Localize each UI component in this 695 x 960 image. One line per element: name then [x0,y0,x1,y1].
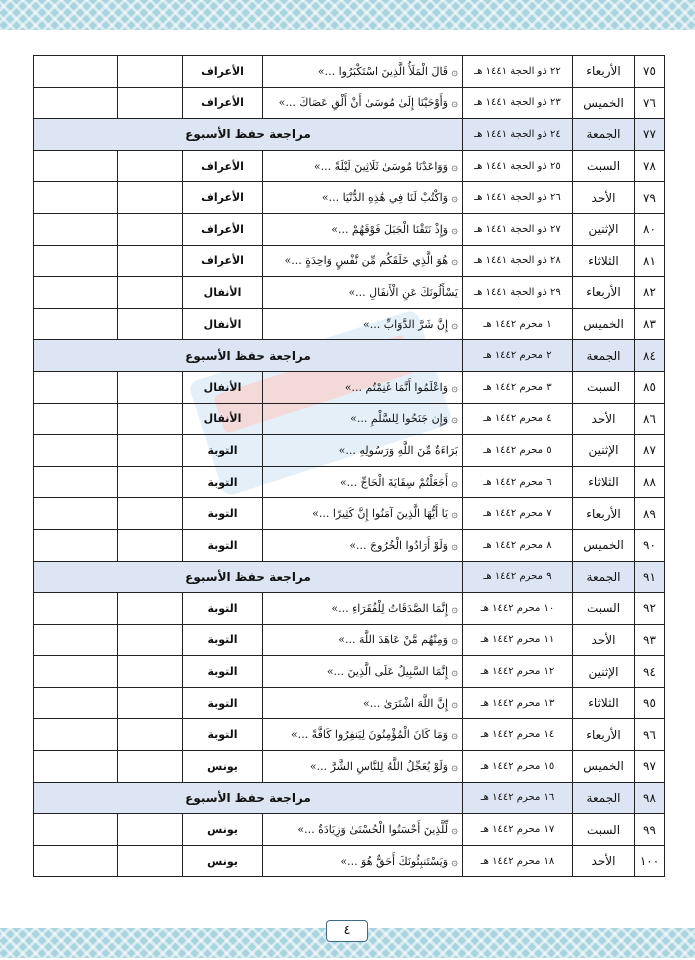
verse-start: ۞ وَلَوْ يُعَجِّلُ اللَّهُ لِلنَّاسِ الشَّرَّ ...» [263,751,463,783]
empty-cell [118,182,183,214]
hijri-date: ١٥ محرم ١٤٤٢ هـ [463,751,573,783]
verse-start: ۞ إِنَّ شَرَّ الدَّوَابِّ ...» [263,308,463,340]
empty-cell [34,593,118,625]
table-row [34,371,665,403]
hijri-date: ٢٢ ذو الحجة ١٤٤١ هـ [463,56,573,88]
verse-start: ۞ قَالَ الْمَلَأُ الَّذِينَ اسْتَكْبَرُوا ...» [263,56,463,88]
day-name: الأربعاء [573,56,635,88]
day-name: الجمعة [573,340,635,372]
page-number: ٤ [326,920,368,942]
surah-name: الأعراف [183,150,263,182]
table-row [34,245,665,277]
verse-start: ۞ يَا أَيُّهَا الَّذِينَ آمَنُوا إِنَّ كَثِيرًا ...» [263,498,463,530]
hijri-date: ٢ محرم ١٤٤٢ هـ [463,340,573,372]
empty-cell [34,87,118,119]
hijri-date: ٧ محرم ١٤٤٢ هـ [463,498,573,530]
verse-start: ۞ وَلَوْ أَرَادُوا الْخُرُوجَ ...» [263,529,463,561]
row-number: ٧٨ [635,150,665,182]
surah-name: الأعراف [183,245,263,277]
row-number: ٨٧ [635,435,665,467]
hijri-date: ١١ محرم ١٤٤٢ هـ [463,624,573,656]
row-number: ٨٢ [635,277,665,309]
table-row [34,719,665,751]
empty-cell [34,498,118,530]
review-label: مراجعة حفظ الأسبوع [34,561,463,593]
surah-name: التوبة [183,687,263,719]
table-row [34,182,665,214]
empty-cell [34,719,118,751]
table-row [34,213,665,245]
table-row [34,435,665,467]
table-row [34,593,665,625]
day-name: السبت [573,593,635,625]
empty-cell [118,814,183,846]
empty-cell [118,687,183,719]
surah-name: يونس [183,845,263,877]
hijri-date: ٦ محرم ١٤٤٢ هـ [463,466,573,498]
row-number: ٩١ [635,561,665,593]
empty-cell [118,213,183,245]
day-name: الإثنين [573,213,635,245]
table-row [34,56,665,88]
empty-cell [34,403,118,435]
verse-start: ۞ أَجَعَلْتُمْ سِقَايَةَ الْحَاجِّ ...» [263,466,463,498]
surah-name: التوبة [183,435,263,467]
review-row [34,561,665,593]
day-name: الجمعة [573,561,635,593]
row-number: ٧٧ [635,119,665,151]
day-name: الأحد [573,182,635,214]
row-number: ٧٩ [635,182,665,214]
memorization-schedule-table [33,55,665,877]
table-row [34,814,665,846]
empty-cell [34,751,118,783]
day-name: الثلاثاء [573,466,635,498]
row-number: ١٠٠ [635,845,665,877]
row-number: ٩٦ [635,719,665,751]
surah-name: التوبة [183,624,263,656]
empty-cell [118,371,183,403]
hijri-date: ٢٤ ذو الحجة ١٤٤١ هـ [463,119,573,151]
table-row [34,403,665,435]
empty-cell [34,466,118,498]
empty-cell [34,277,118,309]
day-name: الإثنين [573,435,635,467]
review-row [34,782,665,814]
verse-start: ۞ إِنَّ اللَّهَ اشْتَرَىٰ ...» [263,687,463,719]
day-name: السبت [573,814,635,846]
surah-name: التوبة [183,656,263,688]
row-number: ٨٩ [635,498,665,530]
day-name: الأربعاء [573,498,635,530]
hijri-date: ٢٥ ذو الحجة ١٤٤١ هـ [463,150,573,182]
hijri-date: ٢٦ ذو الحجة ١٤٤١ هـ [463,182,573,214]
verse-start: ۞ وَوَاعَدْنَا مُوسَىٰ ثَلَاثِينَ لَيْلَةً ...» [263,150,463,182]
surah-name: التوبة [183,466,263,498]
hijri-date: ١ محرم ١٤٤٢ هـ [463,308,573,340]
hijri-date: ١٣ محرم ١٤٤٢ هـ [463,687,573,719]
row-number: ٩٤ [635,656,665,688]
hijri-date: ٢٩ ذو الحجة ١٤٤١ هـ [463,277,573,309]
empty-cell [118,529,183,561]
empty-cell [34,213,118,245]
review-row [34,340,665,372]
empty-cell [118,308,183,340]
verse-start: ۞ وَمَا كَانَ الْمُؤْمِنُونَ لِيَنفِرُوا كَافَّةً ...» [263,719,463,751]
table-row [34,845,665,877]
verse-start: بَرَاءَةٌ مِّنَ اللَّهِ وَرَسُولِهِ ...» [263,435,463,467]
surah-name: الأعراف [183,182,263,214]
review-row [34,119,665,151]
review-label: مراجعة حفظ الأسبوع [34,782,463,814]
hijri-date: ٥ محرم ١٤٤٢ هـ [463,435,573,467]
empty-cell [118,277,183,309]
surah-name: يونس [183,814,263,846]
surah-name: يونس [183,751,263,783]
table-row [34,529,665,561]
empty-cell [34,814,118,846]
row-number: ٩٠ [635,529,665,561]
day-name: الأربعاء [573,719,635,751]
hijri-date: ١٤ محرم ١٤٤٢ هـ [463,719,573,751]
day-name: الخميس [573,529,635,561]
empty-cell [118,751,183,783]
hijri-date: ٣ محرم ١٤٤٢ هـ [463,371,573,403]
table-row [34,466,665,498]
hijri-date: ٢٣ ذو الحجة ١٤٤١ هـ [463,87,573,119]
empty-cell [34,624,118,656]
hijri-date: ٨ محرم ١٤٤٢ هـ [463,529,573,561]
empty-cell [118,466,183,498]
empty-cell [118,593,183,625]
verse-start: ۞ وَاعْلَمُوا أَنَّمَا غَنِمْتُم ...» [263,371,463,403]
row-number: ٨٣ [635,308,665,340]
day-name: الخميس [573,308,635,340]
row-number: ٨٠ [635,213,665,245]
row-number: ٩٥ [635,687,665,719]
surah-name: الأعراف [183,56,263,88]
day-name: الأحد [573,403,635,435]
table-row [34,277,665,309]
table-row [34,751,665,783]
empty-cell [34,308,118,340]
surah-name: الأعراف [183,213,263,245]
row-number: ٨٦ [635,403,665,435]
empty-cell [34,182,118,214]
row-number: ٩٧ [635,751,665,783]
hijri-date: ١٧ محرم ١٤٤٢ هـ [463,814,573,846]
empty-cell [34,845,118,877]
empty-cell [34,435,118,467]
review-label: مراجعة حفظ الأسبوع [34,119,463,151]
row-number: ٨٨ [635,466,665,498]
verse-start: ۞ هُوَ الَّذِي خَلَقَكُم مِّن نَّفْسٍ وَاحِدَةٍ ...» [263,245,463,277]
day-name: الجمعة [573,782,635,814]
empty-cell [118,87,183,119]
surah-name: الأنفال [183,403,263,435]
surah-name: الأنفال [183,371,263,403]
table-row [34,308,665,340]
day-name: الثلاثاء [573,245,635,277]
hijri-date: ١٢ محرم ١٤٤٢ هـ [463,656,573,688]
surah-name: الأعراف [183,87,263,119]
verse-start: ۞ وَإِن جَنَحُوا لِلسَّلْمِ ...» [263,403,463,435]
day-name: الثلاثاء [573,687,635,719]
hijri-date: ٤ محرم ١٤٤٢ هـ [463,403,573,435]
empty-cell [118,435,183,467]
verse-start: يَسْأَلُونَكَ عَنِ الْأَنفَالِ ...» [263,277,463,309]
surah-name: التوبة [183,498,263,530]
empty-cell [34,56,118,88]
day-name: الأحد [573,845,635,877]
hijri-date: ٢٨ ذو الحجة ١٤٤١ هـ [463,245,573,277]
day-name: الخميس [573,87,635,119]
empty-cell [118,150,183,182]
day-name: السبت [573,371,635,403]
day-name: الأحد [573,624,635,656]
empty-cell [34,371,118,403]
empty-cell [118,403,183,435]
top-ornament-band [0,0,695,30]
row-number: ٨٥ [635,371,665,403]
row-number: ٩٨ [635,782,665,814]
verse-start: ۞ وَاكْتُبْ لَنَا فِي هَٰذِهِ الدُّنْيَا ...» [263,182,463,214]
surah-name: الأنفال [183,277,263,309]
empty-cell [118,719,183,751]
row-number: ٧٥ [635,56,665,88]
row-number: ٨١ [635,245,665,277]
verse-start: ۞ وَإِذْ نَتَقْنَا الْجَبَلَ فَوْقَهُمْ ...» [263,213,463,245]
empty-cell [118,56,183,88]
row-number: ٩٢ [635,593,665,625]
empty-cell [34,150,118,182]
surah-name: التوبة [183,593,263,625]
row-number: ٨٤ [635,340,665,372]
verse-start: ۞ وَأَوْحَيْنَا إِلَىٰ مُوسَىٰ أَنْ أَلْقِ عَصَاكَ ...» [263,87,463,119]
table-row [34,87,665,119]
table-row [34,687,665,719]
row-number: ٩٣ [635,624,665,656]
surah-name: التوبة [183,529,263,561]
table-row [34,150,665,182]
hijri-date: ١٠ محرم ١٤٤٢ هـ [463,593,573,625]
empty-cell [34,656,118,688]
table-row [34,498,665,530]
day-name: الإثنين [573,656,635,688]
verse-start: ۞ إِنَّمَا السَّبِيلُ عَلَى الَّذِينَ ...» [263,656,463,688]
surah-name: التوبة [183,719,263,751]
day-name: السبت [573,150,635,182]
empty-cell [118,245,183,277]
hijri-date: ١٦ محرم ١٤٤٢ هـ [463,782,573,814]
hijri-date: ٢٧ ذو الحجة ١٤٤١ هـ [463,213,573,245]
verse-start: ۞ لِّلَّذِينَ أَحْسَنُوا الْحُسْنَىٰ وَزِيَادَةٌ ...» [263,814,463,846]
verse-start: ۞ وَمِنْهُم مَّنْ عَاهَدَ اللَّهَ ...» [263,624,463,656]
empty-cell [34,245,118,277]
day-name: الأربعاء [573,277,635,309]
table-row [34,656,665,688]
empty-cell [118,656,183,688]
empty-cell [118,845,183,877]
review-label: مراجعة حفظ الأسبوع [34,340,463,372]
hijri-date: ١٨ محرم ١٤٤٢ هـ [463,845,573,877]
row-number: ٩٩ [635,814,665,846]
verse-start: ۞ وَيَسْتَنبِئُونَكَ أَحَقٌّ هُوَ ...» [263,845,463,877]
day-name: الجمعة [573,119,635,151]
empty-cell [34,687,118,719]
verse-start: ۞ إِنَّمَا الصَّدَقَاتُ لِلْفُقَرَاءِ ...» [263,593,463,625]
hijri-date: ٩ محرم ١٤٤٢ هـ [463,561,573,593]
empty-cell [118,624,183,656]
empty-cell [34,529,118,561]
empty-cell [118,498,183,530]
row-number: ٧٦ [635,87,665,119]
table-row [34,624,665,656]
surah-name: الأنفال [183,308,263,340]
day-name: الخميس [573,751,635,783]
